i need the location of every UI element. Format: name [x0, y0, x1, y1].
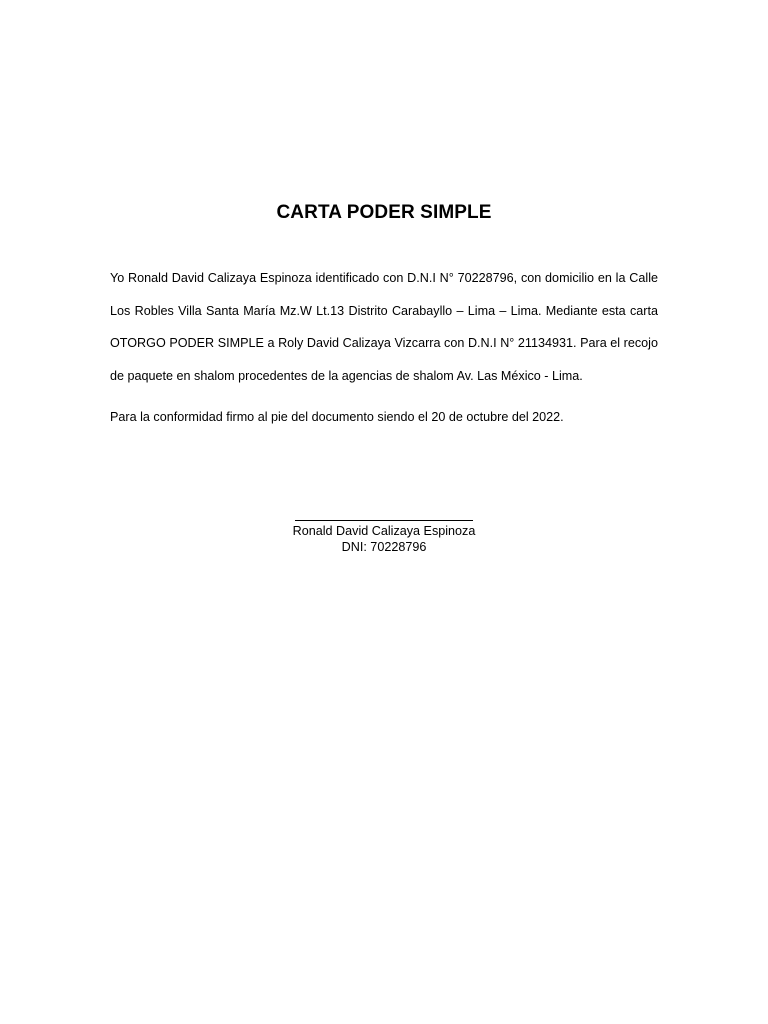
signature-block [234, 500, 534, 555]
document-title: CARTA PODER SIMPLE [276, 202, 492, 223]
signer-name: Ronald David Calizaya Espinoza [292, 524, 476, 538]
signature-line [295, 500, 473, 521]
closing-paragraph: Para la conformidad firmo al pie del documento siendo el 20 de octubre del 2022. [110, 410, 564, 424]
body-paragraph: Yo Ronald David Calizaya Espinoza identificado con D.N.I N° 70228796, con domicilio en la Calle Los Robles Villa Santa María Mz.W Lt.13 Distrito Carabayllo – Lima – Lima. Mediante esta carta OTORGO PODER SIMPLE a Roly David Calizaya Vizcarra con D.N.I N° 21134931. Para el recojo de paquete en shalom procedentes de la agencias de shalom Av. Las México - Lima. [110, 271, 658, 383]
signer-dni: DNI: 70228796 [341, 540, 427, 554]
